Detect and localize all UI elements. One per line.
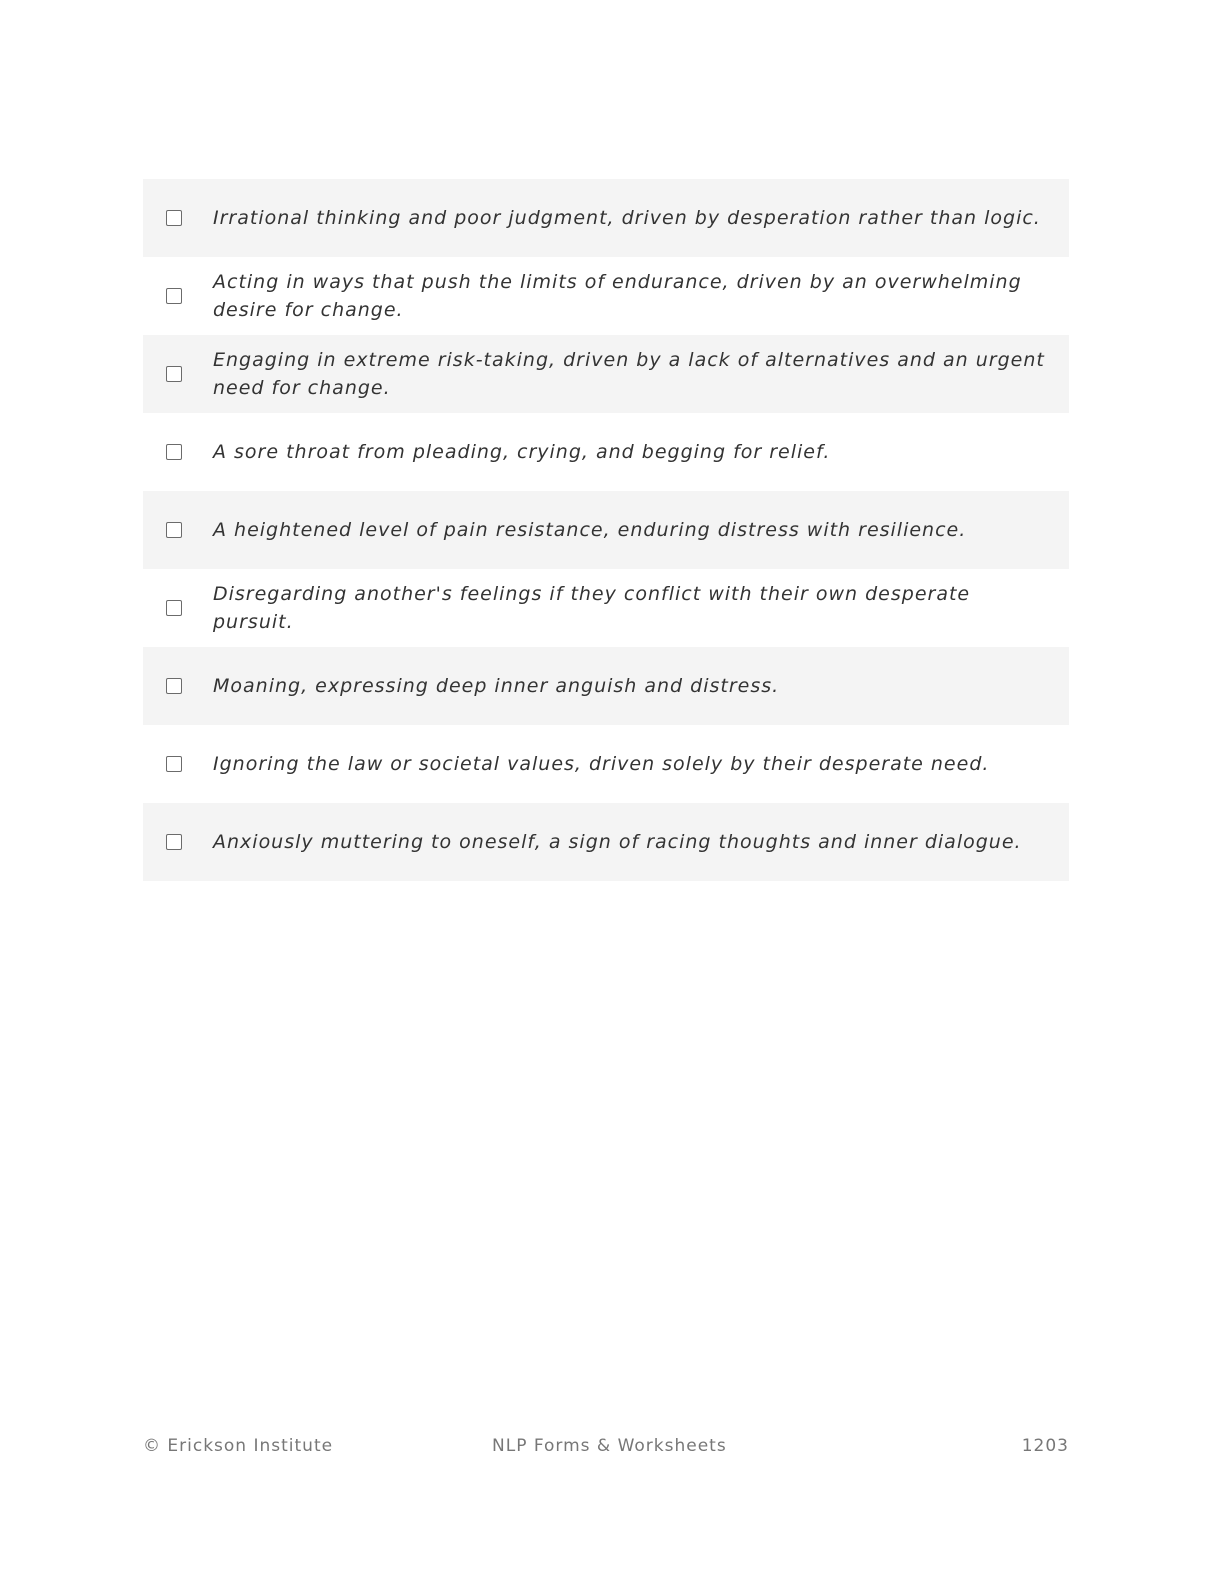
- checklist-item-label: Engaging in extreme risk-taking, driven by a lack of alternatives and an urgent need for change.: [213, 349, 1045, 399]
- checklist-item: [143, 335, 1069, 413]
- checkbox-cell: [143, 444, 205, 460]
- checkbox[interactable]: [166, 834, 182, 850]
- page-footer: [143, 1436, 1069, 1460]
- checklist-item-label: Anxiously muttering to oneself, a sign of racing thoughts and inner dialogue.: [213, 831, 1022, 853]
- checkbox[interactable]: [166, 678, 182, 694]
- checklist-item: [143, 725, 1069, 803]
- document-title: NLP Forms & Worksheets: [492, 1436, 727, 1456]
- checkbox-cell: [143, 366, 205, 382]
- checklist-item: [143, 179, 1069, 257]
- checkbox-cell: [143, 600, 205, 616]
- checkbox-cell: [143, 210, 205, 226]
- checkbox-cell: [143, 834, 205, 850]
- checkbox[interactable]: [166, 288, 182, 304]
- checklist-item-label: Acting in ways that push the limits of endurance, driven by an overwhelming desire for change.: [213, 271, 1022, 321]
- checkbox[interactable]: [166, 444, 182, 460]
- checklist-item-label: Irrational thinking and poor judgment, driven by desperation rather than logic.: [213, 207, 1041, 229]
- checkbox[interactable]: [166, 756, 182, 772]
- checklist-item-label: A sore throat from pleading, crying, and begging for relief.: [213, 441, 831, 463]
- checklist-item: [143, 491, 1069, 569]
- checkbox-cell: [143, 522, 205, 538]
- checklist-item-label: A heightened level of pain resistance, enduring distress with resilience.: [213, 519, 967, 541]
- copyright-text: © Erickson Institute: [143, 1436, 334, 1456]
- checkbox-cell: [143, 678, 205, 694]
- checkbox[interactable]: [166, 366, 182, 382]
- page-number: 1203: [1021, 1436, 1069, 1456]
- checklist: [143, 179, 1069, 881]
- checklist-item: [143, 413, 1069, 491]
- checkbox[interactable]: [166, 600, 182, 616]
- checklist-item-label: Moaning, expressing deep inner anguish and distress.: [213, 675, 780, 697]
- checklist-item: [143, 803, 1069, 881]
- checklist-item: [143, 257, 1069, 335]
- checkbox-cell: [143, 288, 205, 304]
- checklist-item: [143, 569, 1069, 647]
- checkbox[interactable]: [166, 522, 182, 538]
- checklist-item-label: Ignoring the law or societal values, driven solely by their desperate need.: [213, 753, 990, 775]
- checkbox[interactable]: [166, 210, 182, 226]
- checklist-item: [143, 647, 1069, 725]
- checkbox-cell: [143, 756, 205, 772]
- checklist-item-label: Disregarding another's feelings if they conflict with their own desperate pursuit.: [213, 583, 971, 633]
